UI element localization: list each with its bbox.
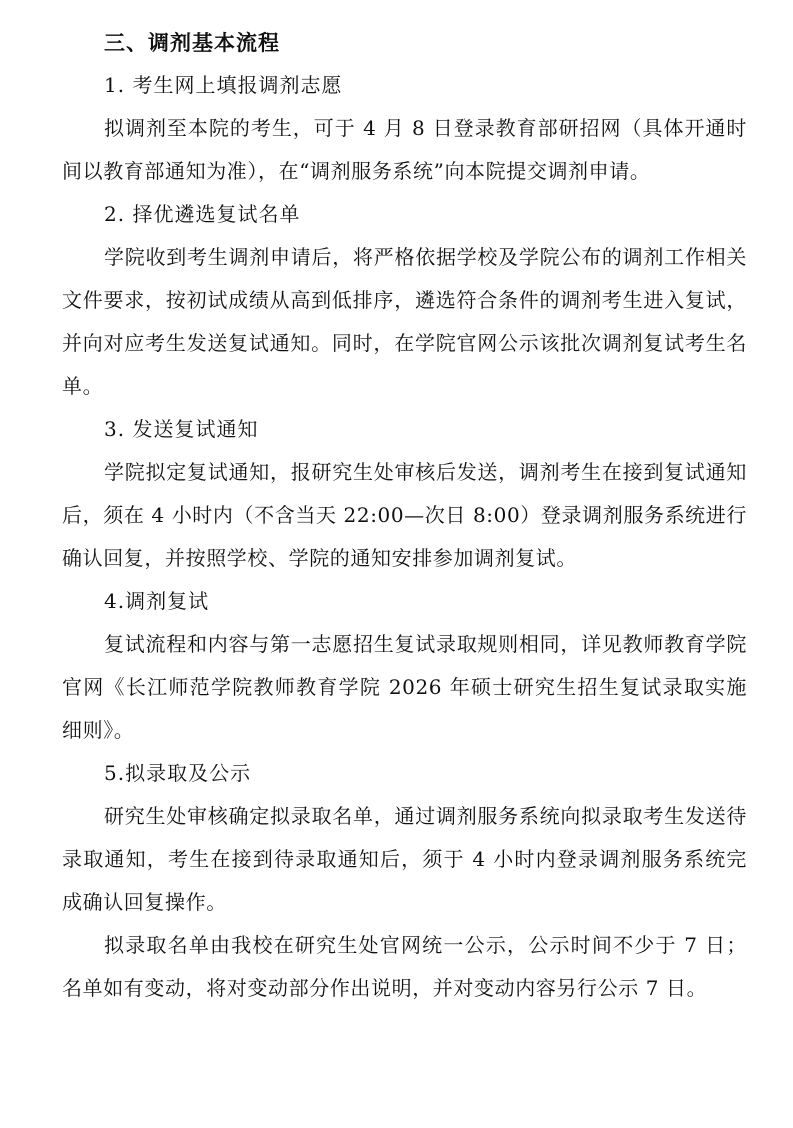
step-paragraph: 拟录取名单由我校在研究生处官网统一公示，公示时间不少于 7 日；名单如有变动，将对变动部分作出说明，并对变动内容另行公示 7 日。	[62, 933, 747, 1000]
step-heading: 3. 发送复试通知	[104, 417, 259, 441]
step-paragraph: 研究生处审核确定拟录取名单，通过调剂服务系统向拟录取考生发送待录取通知，考生在接到待录取通知后，须于 4 小时内登录调剂服务系统完成确认回复操作。	[62, 804, 747, 914]
step-paragraph: 学院拟定复试通知，报研究生处审核后发送，调剂考生在接到复试通知后，须在 4 小时内（不含当天 22:00—次日 8:00）登录调剂服务系统进行确认回复，并按照学校、学院的通知安排参加调剂复试。	[62, 460, 747, 570]
step-heading: 4.调剂复试	[104, 589, 210, 613]
step-paragraph: 复试流程和内容与第一志愿招生复试录取规则相同，详见教师教育学院官网《长江师范学院教师教育学院 2026 年硕士研究生招生复试录取实施细则》。	[62, 632, 747, 742]
step-paragraph: 学院收到考生调剂申请后，将严格依据学校及学院公布的调剂工作相关文件要求，按初试成绩从高到低排序，遴选符合条件的调剂考生进入复试，并向对应考生发送复试通知。同时，在学院官网公示该批次调剂复试考生名单。	[62, 245, 747, 398]
step-paragraph: 拟调剂至本院的考生，可于 4 月 8 日登录教育部研招网（具体开通时间以教育部通知为准），在“调剂服务系统”向本院提交调剂申请。	[62, 116, 747, 183]
step-2	[62, 193, 747, 408]
step-1	[62, 64, 747, 193]
step-5	[62, 752, 747, 1010]
step-heading: 5.拟录取及公示	[104, 761, 252, 785]
step-3	[62, 408, 747, 580]
step-heading: 1. 考生网上填报调剂志愿	[104, 73, 343, 97]
step-heading: 2. 择优遴选复试名单	[104, 202, 301, 226]
step-4	[62, 580, 747, 752]
section-title: 三、调剂基本流程	[104, 31, 280, 55]
